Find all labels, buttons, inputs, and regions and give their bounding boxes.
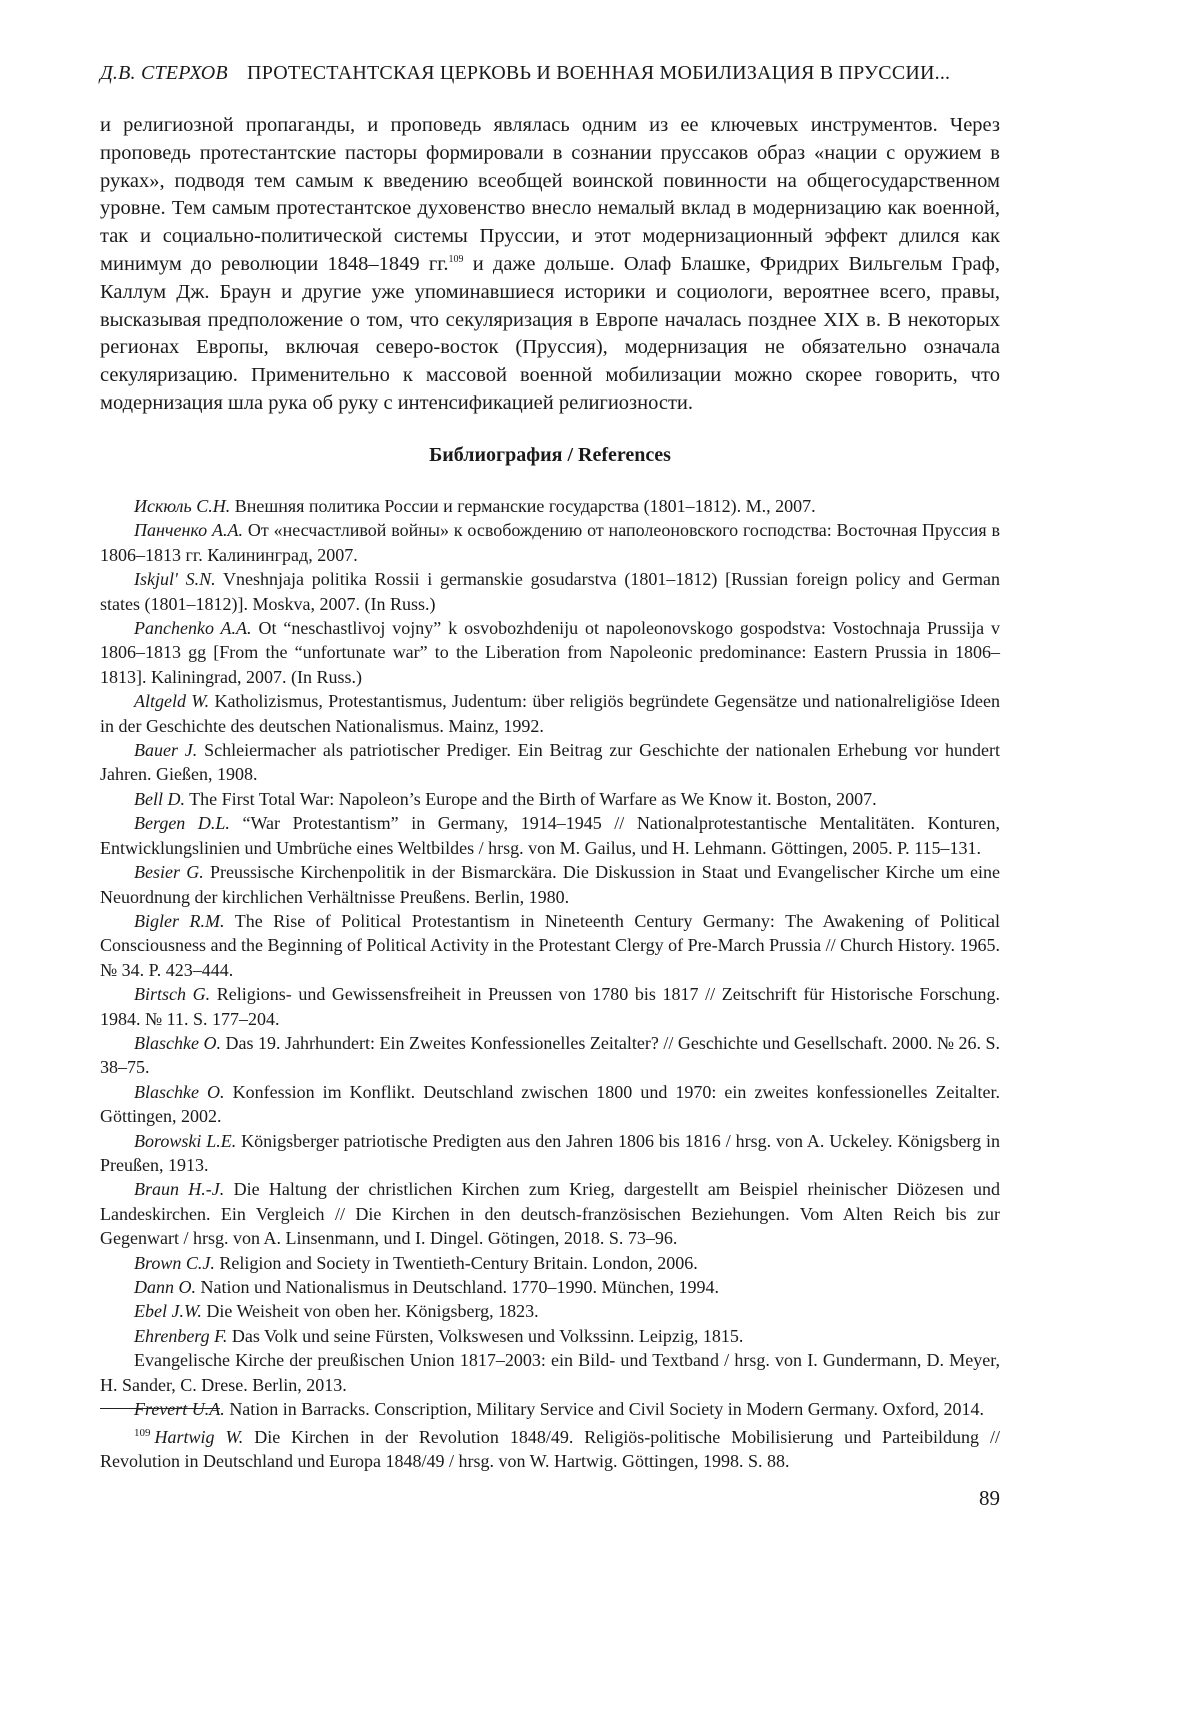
entry-author: Panchenko A.A. (134, 618, 252, 638)
entry-author: Brown C.J. (134, 1253, 215, 1273)
header-title: ПРОТЕСТАНТСКАЯ ЦЕРКОВЬ И ВОЕННАЯ МОБИЛИЗАЦИЯ В ПРУССИИ... (247, 62, 950, 84)
footnote-text: Die Kirchen in der Revolution 1848/49. Religiös-politische Mobilisierung und Parteibildung // Revolution in Deutschland und Europa 1848/49 / hrsg. von W. Hartwig. Göttingen, 1998. S. 88. (100, 1427, 1000, 1471)
bibliography-entry (100, 518, 1000, 567)
entry-author: Ehrenberg F. (134, 1326, 227, 1346)
bibliography-entry (100, 1251, 1000, 1275)
bibliography-entry (100, 1324, 1000, 1348)
entry-author: Blaschke O. (134, 1033, 221, 1053)
entry-text: От «несчастливой войны» к освобождению от наполеоновского господства: Восточная Пруссия в 1806–1813 гг. Калининград, 2007. (100, 520, 1000, 564)
footnote-reference[interactable]: 109 (449, 254, 464, 265)
entry-author: Braun H.-J. (134, 1179, 224, 1199)
bibliography-entry (100, 1397, 1000, 1421)
entry-text: Schleiermacher als patriotischer Prediger. Ein Beitrag zur Geschichte der nationalen Erhebung vor hundert Jahren. Gießen, 1908. (100, 740, 1000, 784)
entry-author: Bergen D.L. (134, 813, 230, 833)
body-text-part-2: и даже дольше. Олаф Блашке, Фридрих Вильгельм Граф, Каллум Дж. Браун и другие уже упоминавшиеся историки и социологи, вероятнее всего, правы, высказывая предположение о том, что секуляризация в Европе началась позднее XIX в. В некоторых регионах Европы, включая северо-восток (Пруссия), модернизация не обязательно означала секуляризацию. Применительно к массовой военной мобилизации можно скорее говорить, что модернизация шла рука об руку с интенсификацией религиозности. (100, 253, 1000, 414)
bibliography-entry (100, 1031, 1000, 1080)
entry-author: Ebel J.W. (134, 1301, 202, 1321)
entry-author: Bigler R.M. (134, 911, 225, 931)
entry-text: Die Haltung der christlichen Kirchen zum Krieg, dargestellt am Beispiel rheinischer Diözesen und Landeskirchen. Ein Vergleich // Die Kirchen in den deutsch-französischen Beziehungen. Vom Alten Reich bis zur Gegenwart / hrsg. von A. Linsenmann, und I. Dingel. Götingen, 2018. S. 73–96. (100, 1179, 1000, 1248)
body-text-part-1: и религиозной пропаганды, и проповедь являлась одним из ее ключевых инструментов. Через проповедь протестантские пасторы формировали в сознании пруссаков образ «нации с оружием в руках», подводя тем самым к введению всеобщей воинской повинности на общегосударственном уровне. Тем самым протестантское духовенство внесло немалый вклад в модернизацию как военной, так и социально-политической системы Пруссии, и этот модернизационный эффект длился как минимум до революции 1848–1849 гг. (100, 114, 1000, 275)
bibliography-entry (100, 689, 1000, 738)
bibliography-entry (100, 1348, 1000, 1397)
entry-text: Religion and Society in Twentieth-Century Britain. London, 2006. (215, 1253, 698, 1273)
footnote-divider (100, 1408, 220, 1409)
entry-text: Das Volk und seine Fürsten, Volkswesen und Volkssinn. Leipzig, 1815. (227, 1326, 743, 1346)
header-author: Д.В. СТЕРХОВ (100, 62, 228, 84)
bibliography-entry (100, 811, 1000, 860)
entry-text: Nation in Barracks. Conscription, Military Service and Civil Society in Modern Germany. Oxford, 2014. (225, 1399, 984, 1419)
bibliography-entry (100, 982, 1000, 1031)
entry-author: Dann O. (134, 1277, 196, 1297)
entry-text: Preussische Kirchenpolitik in der Bismarckära. Die Diskussion in Staat und Evangelischer Kirche um eine Neuordnung der kirchlichen Verhältnisse Preußens. Berlin, 1980. (100, 862, 1000, 906)
entry-text: Katholizismus, Protestantismus, Judentum: über religiös begründete Gegensätze und nationalreligiöse Ideen in der Geschichte des deutschen Nationalismus. Mainz, 1992. (100, 691, 1000, 735)
entry-text: Ot “neschastlivoj vojny” k osvobozhdeniju ot napoleonovskogo gospodstva: Vostochnaja Prussija v 1806–1813 gg [From the “unfortunate war” to the Liberation from Napoleonic predominance: Eastern Prussia in 1806–1813]. Kaliningrad, 2007. (In Russ.) (100, 618, 1000, 687)
entry-author: Birtsch G. (134, 984, 210, 1004)
bibliography-list (100, 494, 1000, 1421)
entry-text: Vneshnjaja politika Rossii i germanskie gosudarstva (1801–1812) [Russian foreign policy and German states (1801–1812)]. Moskva, 2007. (In Russ.) (100, 569, 1000, 613)
entry-author: Bell D. (134, 789, 185, 809)
entry-author: Borowski L.E. (134, 1131, 236, 1151)
bibliography-entry (100, 616, 1000, 689)
footnote-author: Hartwig W. (155, 1427, 244, 1447)
entry-author: Iskjul' S.N. (134, 569, 216, 589)
running-header (100, 62, 1010, 85)
bibliography-entry (100, 1299, 1000, 1323)
bibliography-entry (100, 1177, 1000, 1250)
entry-author: Искюль С.Н. (134, 496, 230, 516)
body-paragraph (100, 112, 1000, 418)
entry-text: Konfession im Konflikt. Deutschland zwischen 1800 und 1970: ein zweites konfessionelles Zeitalter. Göttingen, 2002. (100, 1082, 1000, 1126)
bibliography-entry (100, 1080, 1000, 1129)
bibliography-entry (100, 860, 1000, 909)
entry-author: Besier G. (134, 862, 204, 882)
entry-author: Blaschke O. (134, 1082, 225, 1102)
entry-text: “War Protestantism” in Germany, 1914–1945 // Nationalprotestantische Mentalitäten. Konturen, Entwicklungslinien und Umbrüche eines Weltbildes / hrsg. von M. Gailus, und H. Lehmann. Göttingen, 2005. P. 115–131. (100, 813, 1000, 857)
entry-text: Die Weisheit von oben her. Königsberg, 1823. (202, 1301, 539, 1321)
bibliography-heading: Библиография / References (100, 444, 1000, 467)
entry-text: Nation und Nationalismus in Deutschland. 1770–1990. München, 1994. (196, 1277, 719, 1297)
bibliography-entry (100, 567, 1000, 616)
entry-text: Внешняя политика России и германские государства (1801–1812). М., 2007. (230, 496, 815, 516)
page-number: 89 (979, 1486, 1000, 1511)
bibliography-entry (100, 738, 1000, 787)
bibliography-entry (100, 909, 1000, 982)
entry-text: Das 19. Jahrhundert: Ein Zweites Konfessionelles Zeitalter? // Geschichte und Gesellschaft. 2000. № 26. S. 38–75. (100, 1033, 1000, 1077)
entry-text: The Rise of Political Protestantism in Nineteenth Century Germany: The Awakening of Political Consciousness and the Beginning of Political Activity in the Protestant Clergy of Pre-March Prussia // Church History. 1965. № 34. P. 423–444. (100, 911, 1000, 980)
entry-author: Bauer J. (134, 740, 197, 760)
footnote (100, 1425, 1000, 1474)
bibliography-entry (100, 1129, 1000, 1178)
entry-text: Evangelische Kirche der preußischen Union 1817–2003: ein Bild- und Textband / hrsg. von I. Gundermann, D. Meyer, H. Sander, C. Drese. Berlin, 2013. (100, 1350, 1000, 1394)
footnote-number: 109 (134, 1427, 151, 1439)
bibliography-entry (100, 1275, 1000, 1299)
entry-author: Frevert U.A. (134, 1399, 225, 1419)
entry-text: The First Total War: Napoleon’s Europe and the Birth of Warfare as We Know it. Boston, 2007. (185, 789, 877, 809)
bibliography-entry (100, 787, 1000, 811)
entry-text: Königsberger patriotische Predigten aus den Jahren 1806 bis 1816 / hrsg. von A. Uckeley. Königsberg in Preußen, 1913. (100, 1131, 1000, 1175)
entry-author: Панченко А.А. (134, 520, 243, 540)
entry-text: Religions- und Gewissensfreiheit in Preussen von 1780 bis 1817 // Zeitschrift für Historische Forschung. 1984. № 11. S. 177–204. (100, 984, 1000, 1028)
entry-author: Altgeld W. (134, 691, 209, 711)
bibliography-entry (100, 494, 1000, 518)
